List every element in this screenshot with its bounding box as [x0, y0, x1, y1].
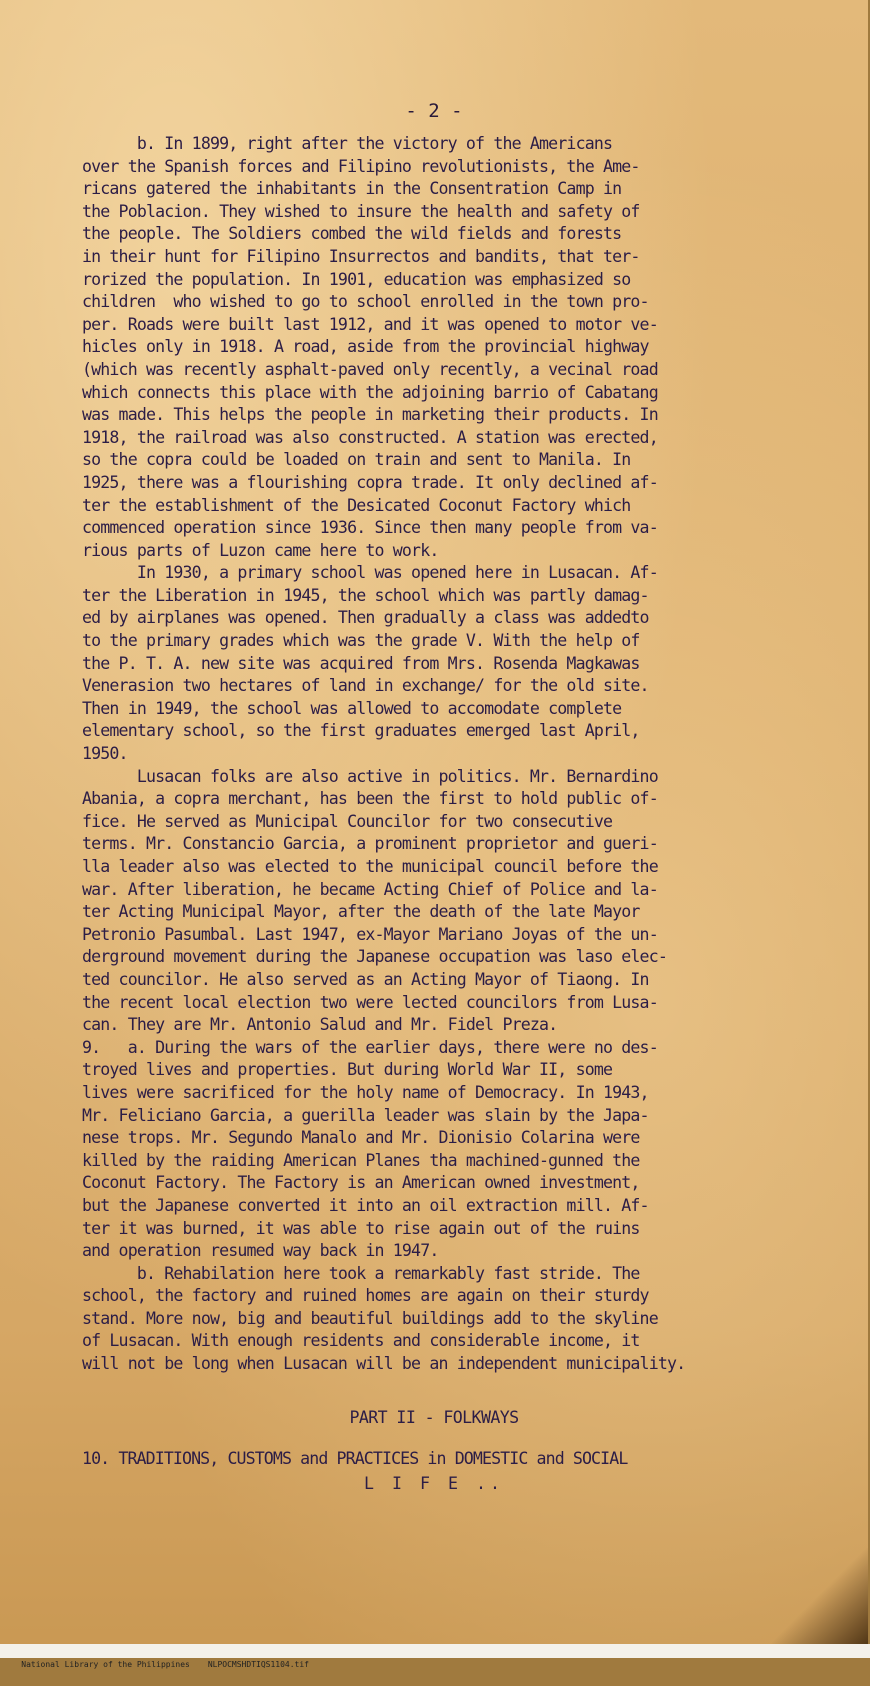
- footer-library: National Library of the Philippines: [21, 1660, 190, 1669]
- text-line: Mr. Feliciano Garcia, a guerilla leader was slain by the Japa-: [82, 1105, 649, 1125]
- text-line: nese trops. Mr. Segundo Manalo and Mr. Dionisio Colarina were: [82, 1128, 640, 1148]
- text-line: and operation resumed way back in 1947.: [82, 1241, 439, 1261]
- text-line: (which was recently asphalt-paved only recently, a vecinal road: [82, 359, 658, 379]
- text-line: per. Roads were built last 1912, and it was opened to motor ve-: [82, 314, 658, 334]
- footer-filename: NLPOCMSHDTIQS1104.tif: [207, 1660, 309, 1669]
- text-line: war. After liberation, he became Acting Chief of Police and la-: [82, 879, 658, 899]
- text-line: ter the establishment of the Desicated Coconut Factory which: [82, 495, 631, 515]
- section-heading-line2: L I F E ..: [364, 1474, 504, 1493]
- text-line: rious parts of Luzon came here to work.: [82, 540, 439, 560]
- text-line: stand. More now, big and beautiful buildings add to the skyline: [82, 1308, 658, 1328]
- text-line: b. In 1899, right after the victory of the Americans: [82, 134, 613, 153]
- page-edge-shadow: [728, 1548, 868, 1658]
- text-line: the recent local election two were lected councilors from Lusa-: [82, 992, 658, 1012]
- text-line: 1918, the railroad was also constructed. A station was erected,: [82, 427, 658, 447]
- text-line: the people. The Soldiers combed the wild fields and forests: [82, 224, 622, 244]
- text-line: Then in 1949, the school was allowed to accomodate complete: [82, 698, 622, 718]
- text-line: Lusacan folks are also active in politics. Mr. Bernardino: [82, 766, 658, 786]
- text-line: fice. He served as Municipal Councilor for two consecutive: [82, 811, 613, 831]
- text-line: commenced operation since 1936. Since then many people from va-: [82, 518, 658, 538]
- text-line: ter it was burned, it was able to rise again out of the ruins: [82, 1218, 640, 1238]
- text-line: In 1930, a primary school was opened here in Lusacan. Af-: [82, 563, 658, 583]
- text-line: was made. This helps the people in marketing their products. In: [82, 405, 658, 425]
- text-line: derground movement during the Japanese occupation was laso elec-: [82, 947, 667, 967]
- text-line: hicles only in 1918. A road, aside from the provincial highway: [82, 337, 649, 357]
- text-line: killed by the raiding American Planes tha machined-gunned the: [82, 1150, 640, 1170]
- text-line: over the Spanish forces and Filipino revolutionists, the Ame-: [82, 156, 640, 176]
- text-line: ricans gatered the inhabitants in the Consentration Camp in: [82, 179, 622, 199]
- text-line: 9. a. During the wars of the earlier days, there were no des-: [82, 1037, 658, 1057]
- text-line: school, the factory and ruined homes are again on their sturdy: [82, 1286, 649, 1306]
- text-line: in their hunt for Filipino Insurrectos and bandits, that ter-: [82, 246, 640, 266]
- text-line: rorized the population. In 1901, education was emphasized so: [82, 269, 631, 289]
- body-text: [82, 133, 802, 1376]
- text-line: elementary school, so the first graduates emerged last April,: [82, 721, 640, 741]
- text-line: so the copra could be loaded on train and sent to Manila. In: [82, 450, 631, 470]
- text-line: Petronio Pasumbal. Last 1947, ex-Mayor Mariano Joyas of the un-: [82, 924, 658, 944]
- text-line: ter the Liberation in 1945, the school which was partly damag-: [82, 585, 649, 605]
- text-line: b. Rehabilation here took a remarkably fast stride. The: [82, 1263, 640, 1283]
- text-line: ted councilor. He also served as an Acting Mayor of Tiaong. In: [82, 969, 649, 989]
- text-line: to the primary grades which was the grade V. With the help of: [82, 631, 640, 651]
- text-line: of Lusacan. With enough residents and considerable income, it: [82, 1331, 640, 1351]
- text-line: Coconut Factory. The Factory is an American owned investment,: [82, 1173, 640, 1193]
- text-line: which connects this place with the adjoining barrio of Cabatang: [82, 382, 658, 402]
- text-line: children who wished to go to school enrolled in the town pro-: [82, 292, 649, 312]
- page-number: - 2 -: [405, 100, 463, 122]
- text-line: troyed lives and properties. But during World War II, some: [82, 1060, 613, 1080]
- text-line: lla leader also was elected to the municipal council before the: [82, 857, 658, 876]
- part-heading: PART II - FOLKWAYS: [349, 1408, 519, 1427]
- text-line: ter Acting Municipal Mayor, after the death of the late Mayor: [82, 902, 640, 922]
- text-line: lives were sacrificed for the holy name of Democracy. In 1943,: [82, 1082, 649, 1102]
- archive-footer: [0, 1644, 870, 1669]
- text-line: ed by airplanes was opened. Then gradually a class was addedto: [82, 608, 649, 628]
- text-line: but the Japanese converted it into an oil extraction mill. Af-: [82, 1195, 649, 1215]
- section-heading-line1: 10. TRADITIONS, CUSTOMS and PRACTICES in DOMESTIC and SOCIAL: [82, 1449, 628, 1468]
- text-line: can. They are Mr. Antonio Salud and Mr. Fidel Preza.: [82, 1015, 558, 1035]
- text-line: the P. T. A. new site was acquired from Mrs. Rosenda Magkawas: [82, 653, 640, 673]
- text-line: will not be long when Lusacan will be an independent municipality.: [82, 1354, 686, 1374]
- text-line: terms. Mr. Constancio Garcia, a prominent proprietor and gueri-: [82, 834, 658, 854]
- text-line: Venerasion two hectares of land in exchange/ for the old site.: [82, 676, 649, 696]
- text-line: 1950.: [82, 744, 128, 764]
- text-line: 1925, there was a flourishing copra trade. It only declined af-: [82, 472, 658, 492]
- text-line: the Poblacion. They wished to insure the health and safety of: [82, 201, 640, 221]
- text-line: Abania, a copra merchant, has been the first to hold public of-: [82, 789, 658, 809]
